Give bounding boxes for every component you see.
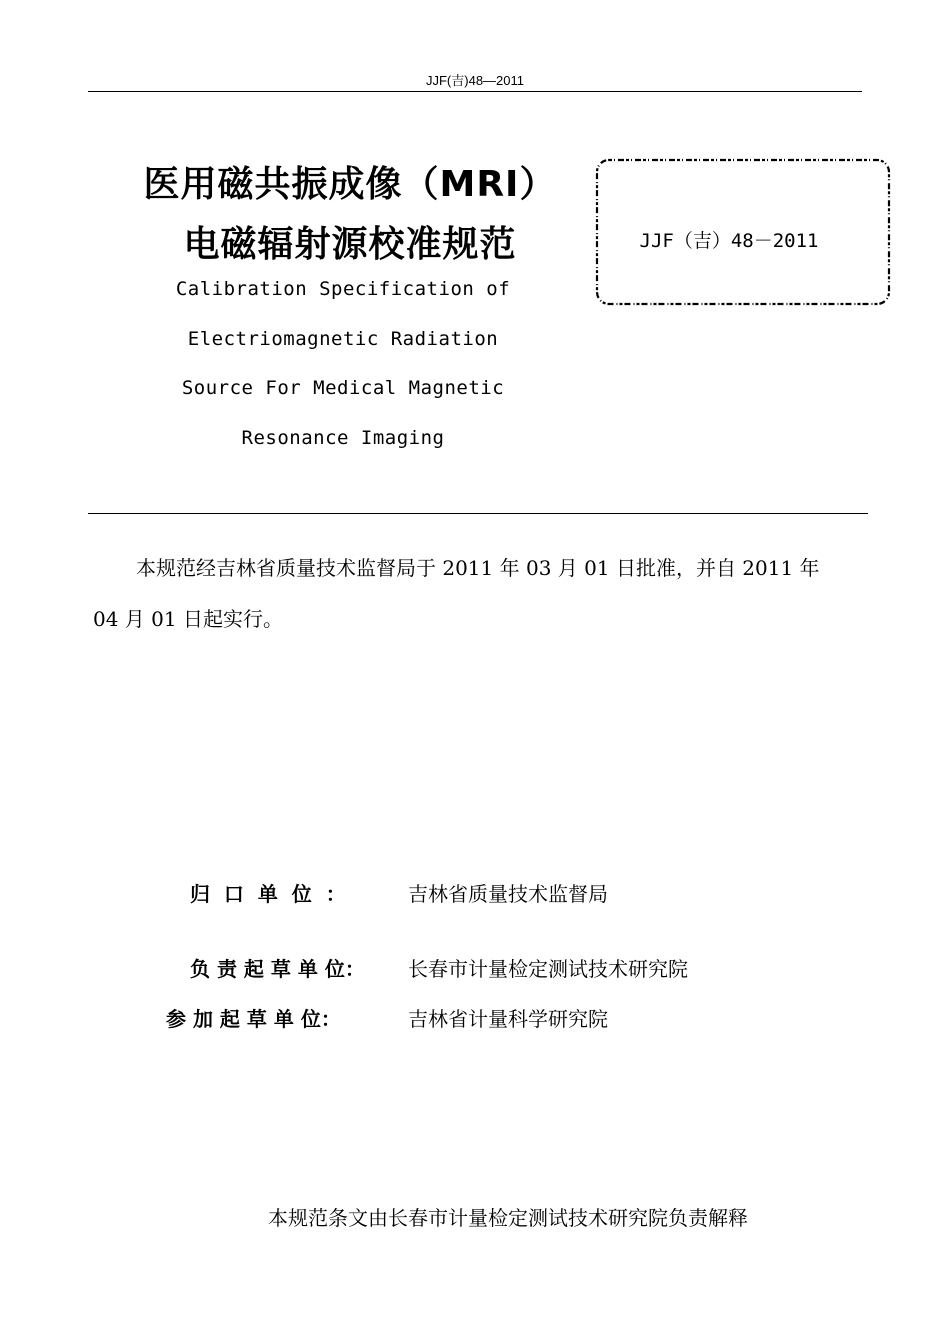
- header-rule: [88, 91, 862, 92]
- unit-value-responsible: 吉林省质量技术监督局: [408, 882, 608, 906]
- unit-label-drafting: 负 责 起 草 单 位：: [190, 957, 365, 981]
- title-en-line2: Electriomagnetic Radiation: [187, 328, 499, 350]
- unit-label-participating: 参 加 起 草 单 位：: [166, 1007, 341, 1031]
- title-cn-line2: 电磁辐射源校准规范: [183, 224, 517, 265]
- code-box-text: JJF（吉）48－2011: [639, 230, 819, 252]
- approval-line1: 本规范经吉林省质量技术监督局于 2011 年 03 月 01 日批准，并自 2011 年: [136, 556, 820, 580]
- title-en-line3: Source For Medical Magnetic: [181, 377, 505, 399]
- unit-label-responsible: 归 口 单 位 ：: [190, 882, 346, 906]
- unit-value-drafting: 长春市计量检定测试技术研究院: [408, 957, 688, 981]
- title-cn-line1: 医用磁共振成像（MRI）: [143, 164, 557, 205]
- title-en-line1: Calibration Specification of: [175, 278, 511, 300]
- unit-value-participating: 吉林省计量科学研究院: [408, 1007, 608, 1031]
- title-en-line4: Resonance Imaging: [241, 427, 445, 449]
- section-rule: [88, 513, 868, 514]
- interpretation-note: 本规范条文由长春市计量检定测试技术研究院负责解释: [268, 1206, 748, 1230]
- approval-line2: 04 月 01 日起实行。: [93, 607, 283, 631]
- running-header: JJF(吉)48—2011: [425, 73, 524, 88]
